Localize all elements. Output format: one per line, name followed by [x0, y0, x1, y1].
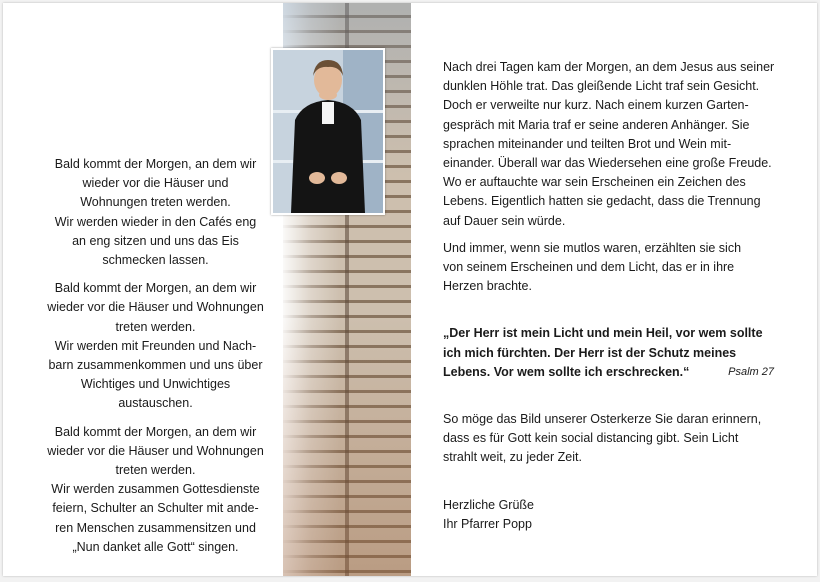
left-paragraph-2: Bald kommt der Morgen, an dem wir wieder vor die Häuser und Wohnungen treten werden. Wir werden mit Freunden und Nach- barn zusammenkommen und uns über Wichtiges und Unwichtiges austauschen. [47, 281, 264, 411]
left-column-text [33, 155, 278, 566]
left-paragraph-3: Bald kommt der Morgen, an dem wir wieder vor die Häuser und Wohnungen treten werden. Wir werden zusammen Gottesdienste feiern, Schulter an Schulter mit ande- ren Menschen zusammensitzen und „Nun danket alle Gott“ singen. [47, 424, 264, 554]
right-paragraph-1: Nach drei Tagen kam der Morgen, an dem Jesus aus seiner dunklen Höhle trat. Das gleißende Licht traf sein Gesicht. Doch er verweilte nur kurz. Nach einem kurzen Garten- gespräch mit Maria traf er seine anderen Anhänger. Sie sprachen miteinander und teilten Brot und Wein mit- einander. Überall war das Wiedersehen eine große Freude. Wo er auftauchte war sein Erscheinen ein Zeichen des Lebens. Eigentlich hatten sie gedacht, dass die Trennung auf Dauer sein würde. [443, 60, 775, 228]
pastor-photo [271, 48, 385, 215]
left-paragraph-1: Bald kommt der Morgen, an dem wir wieder vor die Häuser und Wohnungen treten werden. Wir werden wieder in den Cafés eng an eng sitzen und uns das Eis schmecken lassen. [54, 157, 257, 268]
right-column-text [443, 58, 788, 542]
signature: Herzliche Grüße Ihr Pfarrer Popp [443, 497, 534, 531]
right-paragraph-2: Und immer, wenn sie mutlos waren, erzählten sie sich von seinem Erscheinen und dem Licht, das er in ihre Herzen brachte. [443, 240, 742, 294]
pastor-portrait-image [273, 50, 383, 213]
psalm-quote: „Der Herr ist mein Licht und mein Heil, vor wem sollte ich mich fürchten. Der Herr ist der Schutz meines Psalm 27 Lebens. Vor wem sollte ich erschrecken.“ [443, 324, 788, 382]
right-paragraph-3: So möge das Bild unserer Osterkerze Sie daran erinnern, dass es für Gott kein social distancing gibt. Sein Licht strahlt weit, zu jeder Zeit. [443, 412, 762, 465]
quote-reference: Psalm 27 [728, 365, 774, 378]
letter-page [3, 3, 817, 576]
